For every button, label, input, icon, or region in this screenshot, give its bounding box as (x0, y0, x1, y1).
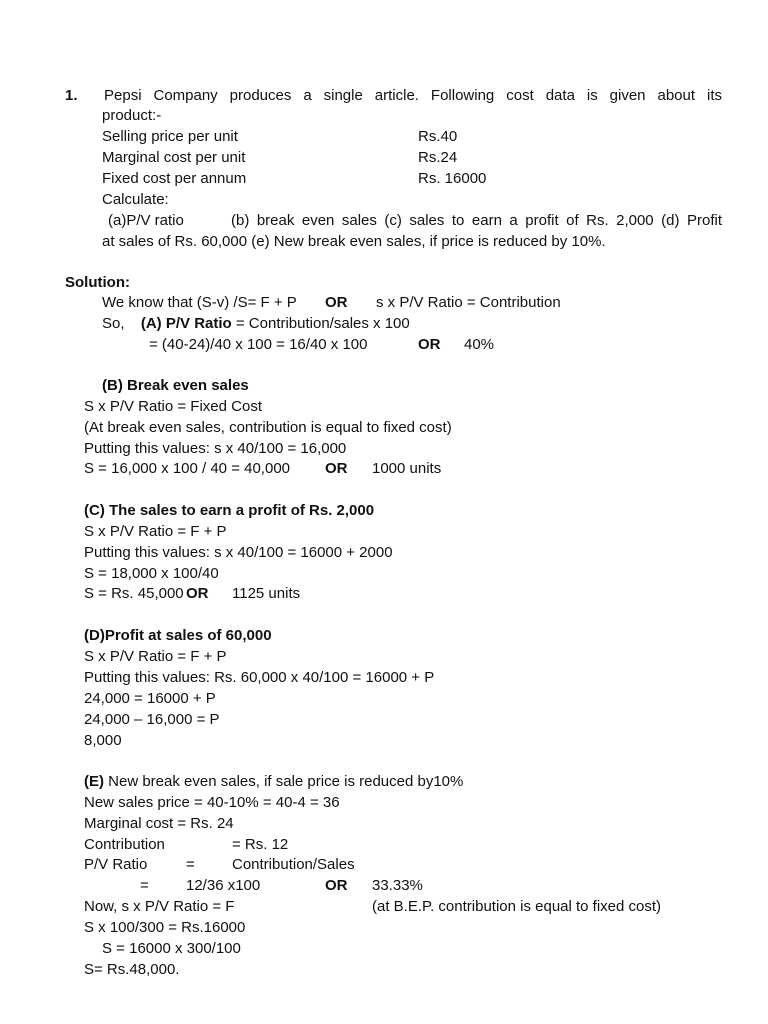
contribution-value: = Rs. 12 (232, 836, 289, 853)
pv-ratio-calc: 12/36 x100 (186, 877, 261, 894)
or-keyword: OR (418, 336, 441, 353)
section-e-heading (84, 772, 463, 792)
pv-ratio-calc: = (40-24)/40 x 100 = 16/40 x 100 (149, 336, 368, 353)
solution-heading: Solution: (65, 274, 130, 291)
section-e-title: New break even sales, if sale price is reduced by10% (104, 773, 464, 790)
section-b-line3: Putting this values: s x 40/100 = 16,000 (84, 440, 347, 457)
section-b-line1: S x P/V Ratio = Fixed Cost (84, 398, 262, 415)
section-e-line8: S = 16000 x 300/100 (102, 940, 241, 957)
pv-ratio-heading: (A) P/V Ratio (140, 315, 232, 332)
section-c-line2: Putting this values: s x 40/100 = 16000 + 2000 (84, 544, 393, 561)
selling-price-value: Rs.40 (418, 128, 458, 145)
question-intro-line2: product:- (102, 107, 162, 124)
section-b-units: 1000 units (372, 460, 442, 477)
section-e-label: (E) (84, 773, 104, 790)
bep-note: (at B.E.P. contribution is equal to fixed cost) (372, 898, 662, 915)
equals-sign: = (186, 856, 195, 873)
pv-ratio-formula: Contribution/Sales (232, 856, 355, 873)
section-d-heading: (D)Profit at sales of 60,000 (84, 627, 272, 644)
pv-ratio-result: 33.33% (372, 877, 423, 894)
section-d-line5: 8,000 (84, 732, 122, 749)
section-b-line4: S = 16,000 x 100 / 40 = 40,000 (84, 460, 291, 477)
pv-ratio-line (102, 314, 410, 334)
parts-b-to-d: (b) break even sales (c) sales to earn a profit of Rs. 2,000 (d) Profit (231, 212, 722, 229)
parts-line2: at sales of Rs. 60,000 (e) New break even sales, if price is reduced by 10%. (102, 233, 606, 250)
we-know-line: We know that (S-v) /S= F + P (102, 294, 297, 311)
pv-ratio-text: = Contribution/sales x 100 (231, 315, 410, 332)
contribution-formula: s x P/V Ratio = Contribution (376, 294, 561, 311)
section-c-units: 1125 units (232, 585, 301, 602)
section-c-heading: (C) The sales to earn a profit of Rs. 2,000 (84, 502, 375, 519)
section-e-line1: New sales price = 40-10% = 40-4 = 36 (84, 794, 340, 811)
pv-ratio-label: P/V Ratio (84, 856, 148, 873)
or-keyword: OR (325, 460, 348, 477)
section-e-line6: Now, s x P/V Ratio = F (84, 898, 235, 915)
or-keyword: OR (186, 585, 209, 602)
selling-price-label: Selling price per unit (102, 128, 238, 145)
pv-ratio-result: 40% (464, 336, 495, 353)
fixed-cost-label: Fixed cost per annum (102, 170, 247, 187)
section-b-line2: (At break even sales, contribution is equal to fixed cost) (84, 419, 452, 436)
or-keyword: OR (325, 294, 348, 311)
fixed-cost-value: Rs. 16000 (418, 170, 487, 187)
section-d-line4: 24,000 – 16,000 = P (84, 711, 220, 728)
or-keyword: OR (325, 877, 348, 894)
section-b-heading: (B) Break even sales (102, 377, 249, 394)
contribution-label: Contribution (84, 836, 165, 853)
so-word: So, (102, 315, 125, 332)
section-c-line4: S = Rs. 45,000 (84, 585, 184, 602)
calculate-label: Calculate: (102, 191, 169, 208)
question-intro-line1: Pepsi Company produces a single article. Following cost data is given about its (104, 87, 722, 104)
marginal-cost-value: Rs.24 (418, 149, 458, 166)
section-e-line7: S x 100/300 = Rs.16000 (84, 919, 246, 936)
question-number: 1. (65, 87, 78, 104)
section-d-line3: 24,000 = 16000 + P (84, 690, 216, 707)
section-e-line2: Marginal cost = Rs. 24 (84, 815, 234, 832)
section-c-line1: S x P/V Ratio = F + P (84, 523, 227, 540)
section-c-line3: S = 18,000 x 100/40 (84, 565, 219, 582)
section-e-line9: S= Rs.48,000. (84, 961, 180, 978)
equals-sign: = (140, 877, 149, 894)
section-d-line1: S x P/V Ratio = F + P (84, 648, 227, 665)
parts-a: (a)P/V ratio (108, 212, 184, 229)
marginal-cost-label: Marginal cost per unit (102, 149, 246, 166)
section-d-line2: Putting this values: Rs. 60,000 x 40/100 = 16000 + P (84, 669, 435, 686)
